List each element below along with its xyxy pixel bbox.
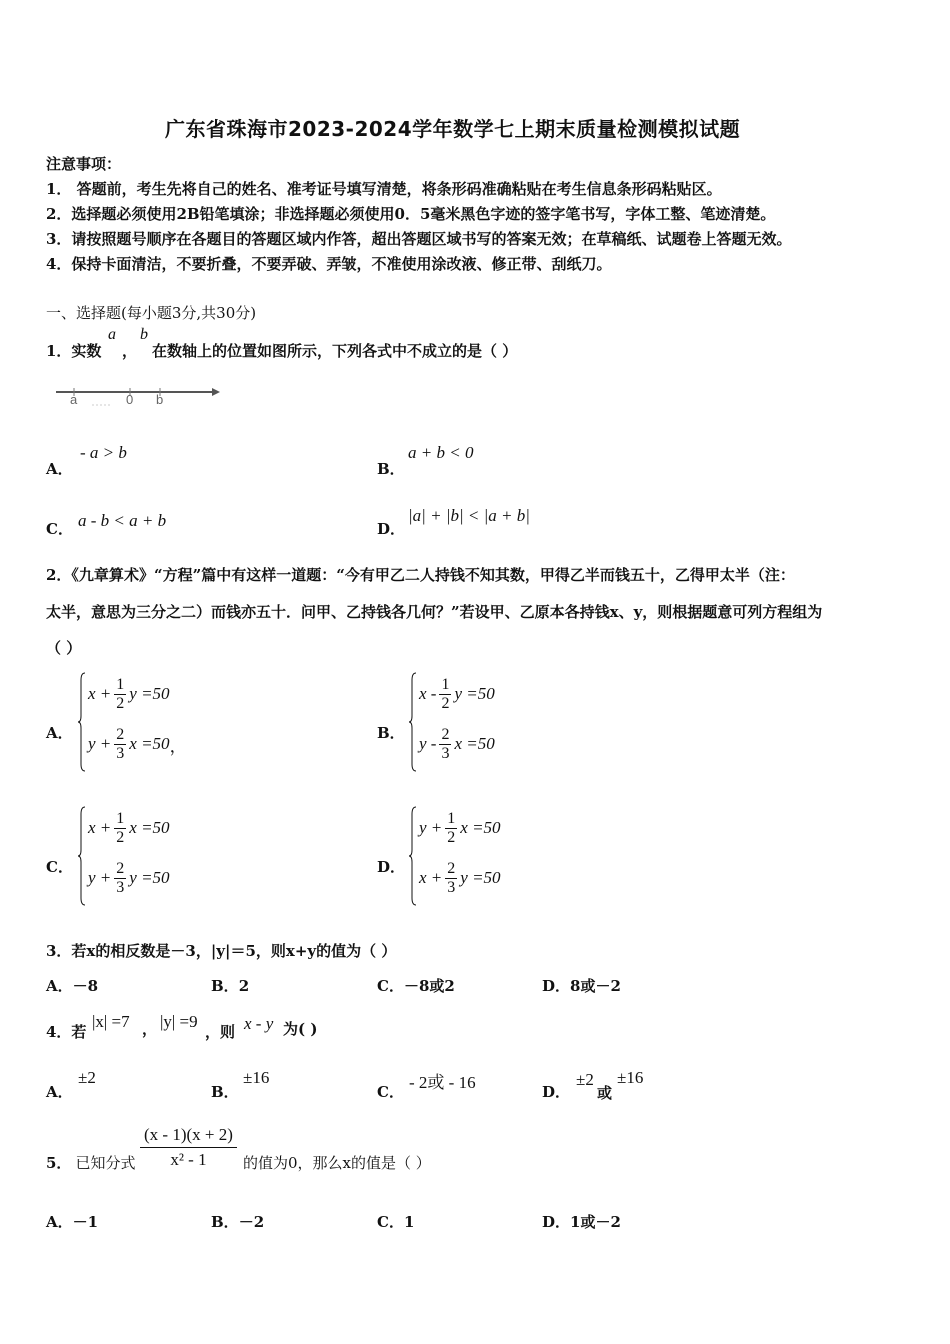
q4-option-b-label[interactable]: B．	[211, 1083, 239, 1101]
q3-option-c[interactable]: C．－8或2	[377, 977, 455, 995]
q5-option-d[interactable]: D．1或－2	[542, 1213, 621, 1231]
q3-stem: 3．若x的相反数是－3，|y|＝5，则x+y的值为（ ）	[46, 942, 397, 960]
page-title: 广东省珠海市2023-2024学年数学七上期末质量检测模拟试题	[165, 117, 741, 141]
q1-option-d-expr: |a| + |b| < |a + b|	[408, 506, 530, 525]
notice-item-1: 1． 答题前，考生先将自己的姓名、准考证号填写清楚，将条形码准确粘贴在考生信息条形码粘贴区。	[46, 180, 722, 198]
q1-option-a-label[interactable]: A．	[46, 460, 73, 478]
number-line-label-b: b	[156, 392, 164, 407]
number-line-label-a: a	[70, 392, 78, 407]
q4-option-d-text1: ±2	[576, 1070, 594, 1089]
q4-sep: ，	[142, 1020, 158, 1038]
q2-option-c-eq2: y + $\frac{2}{3}$ y =50	[88, 860, 170, 896]
q3-option-b[interactable]: B．2	[211, 977, 250, 995]
q1-var-a: a	[108, 326, 116, 343]
notice-item-2: 2．选择题必须使用2B铅笔填涂；非选择题必须使用0．5毫米黑色字迹的签字笔书写，字体工整、笔迹清楚。	[46, 205, 776, 223]
q4-option-c-label[interactable]: C．	[377, 1083, 404, 1101]
q2-option-b-brace	[409, 672, 417, 772]
q1-prefix: 1．实数	[46, 342, 102, 360]
q4-option-a-text: ±2	[78, 1068, 96, 1087]
q1-option-a-expr: - a > b	[80, 443, 127, 462]
q2-option-d-brace	[409, 806, 417, 906]
q5-fraction-den: x² - 1	[170, 1150, 207, 1169]
q2-stem-line1: 2．《九章算术》“方程”篇中有这样一道题：“今有甲乙二人持钱不知其数，甲得乙半而钱五十，乙得甲太半（注：	[46, 566, 795, 584]
q2-option-a-eq1: x + $\frac{1}{2}$ y =50	[88, 676, 170, 712]
q2-option-c-eq1: x + $\frac{1}{2}$ x =50	[88, 810, 170, 846]
q2-option-d-eq2: x + $\frac{2}{3}$ y =50	[419, 860, 501, 896]
q2-option-a-eq2: y + $\frac{2}{3}$ x =50 ，	[88, 726, 187, 762]
q5-option-c[interactable]: C．1	[377, 1213, 415, 1231]
q5-fraction	[140, 1125, 237, 1170]
q2-option-d-system	[409, 806, 539, 906]
q2-stem-line2: 太半，意思为三分之二）而钱亦五十．问甲、乙持钱各几何？”若设甲、乙原本各持钱x、y，则根据题意可列方程组为	[46, 603, 823, 621]
q4-option-b-text: ±16	[243, 1068, 270, 1087]
q4-option-d-label[interactable]: D．	[542, 1083, 571, 1101]
q2-stem-line3: （ ）	[46, 639, 82, 657]
q4-option-d-or: 或	[597, 1084, 613, 1102]
number-line-arrow	[212, 388, 220, 396]
q2-option-c-brace	[78, 806, 86, 906]
q4-suffix: 为( )	[283, 1020, 318, 1038]
q5-prefix: 5． 已知分式	[46, 1154, 136, 1172]
q2-option-d-label[interactable]: D．	[377, 858, 406, 876]
q2-option-a-system	[78, 672, 208, 772]
q1-comma: ，	[122, 342, 138, 360]
q2-option-b-eq1: x - $\frac{1}{2}$ y =50	[419, 676, 495, 712]
q4-option-d-text2: ±16	[617, 1068, 644, 1087]
notice-item-3: 3．请按照题号顺序在各题目的答题区域内作答，超出答题区域书写的答案无效；在草稿纸、试题卷上答题无效。	[46, 230, 792, 248]
q5-fraction-num: (x - 1)(x + 2)	[140, 1125, 237, 1148]
q2-option-c-label[interactable]: C．	[46, 858, 73, 876]
q3-option-a[interactable]: A．－8	[46, 977, 99, 995]
q1-option-c-expr: a - b < a + b	[78, 511, 167, 530]
number-line-label-zero: 0	[126, 392, 134, 407]
q4-option-a-label[interactable]: A．	[46, 1083, 73, 1101]
q1-option-d-label[interactable]: D．	[377, 520, 406, 538]
q1-var-b: b	[140, 326, 148, 343]
q5-suffix: 的值为0，那么x的值是（ ）	[243, 1154, 431, 1172]
number-line-figure	[52, 383, 222, 409]
q4-prefix: 4．若	[46, 1023, 87, 1041]
q1-option-b-expr: a + b < 0	[408, 443, 474, 462]
q1-option-c-label[interactable]: C．	[46, 520, 73, 538]
q2-option-c-system	[78, 806, 208, 906]
section-heading: 一、选择题(每小题3分,共30分)	[46, 304, 257, 322]
q2-option-b-system	[409, 672, 539, 772]
q2-option-a-label[interactable]: A．	[46, 724, 73, 742]
q1-option-b-label[interactable]: B．	[377, 460, 405, 478]
q2-option-b-label[interactable]: B．	[377, 724, 405, 742]
q2-option-a-brace	[78, 672, 86, 772]
q4-option-c-text: - 2或 - 16	[409, 1073, 476, 1092]
notice-heading: 注意事项：	[46, 155, 122, 173]
q2-option-d-eq1: y + $\frac{1}{2}$ x =50	[419, 810, 501, 846]
q4-cond2: |y| =9	[160, 1012, 198, 1031]
q4-expr: x - y	[244, 1014, 274, 1033]
q5-option-b[interactable]: B．－2	[211, 1213, 265, 1231]
notice-item-4: 4．保持卡面清洁，不要折叠，不要弄破、弄皱，不准使用涂改液、修正带、刮纸刀。	[46, 255, 612, 273]
q1-stem: 在数轴上的位置如图所示，下列各式中不成立的是（ ）	[152, 342, 518, 360]
q4-cond1: |x| =7	[92, 1012, 130, 1031]
q2-option-b-eq2: y - $\frac{2}{3}$ x =50	[419, 726, 495, 762]
q5-option-a[interactable]: A．－1	[46, 1213, 99, 1231]
q3-option-d[interactable]: D．8或－2	[542, 977, 621, 995]
q4-mid: ，则	[205, 1023, 236, 1041]
